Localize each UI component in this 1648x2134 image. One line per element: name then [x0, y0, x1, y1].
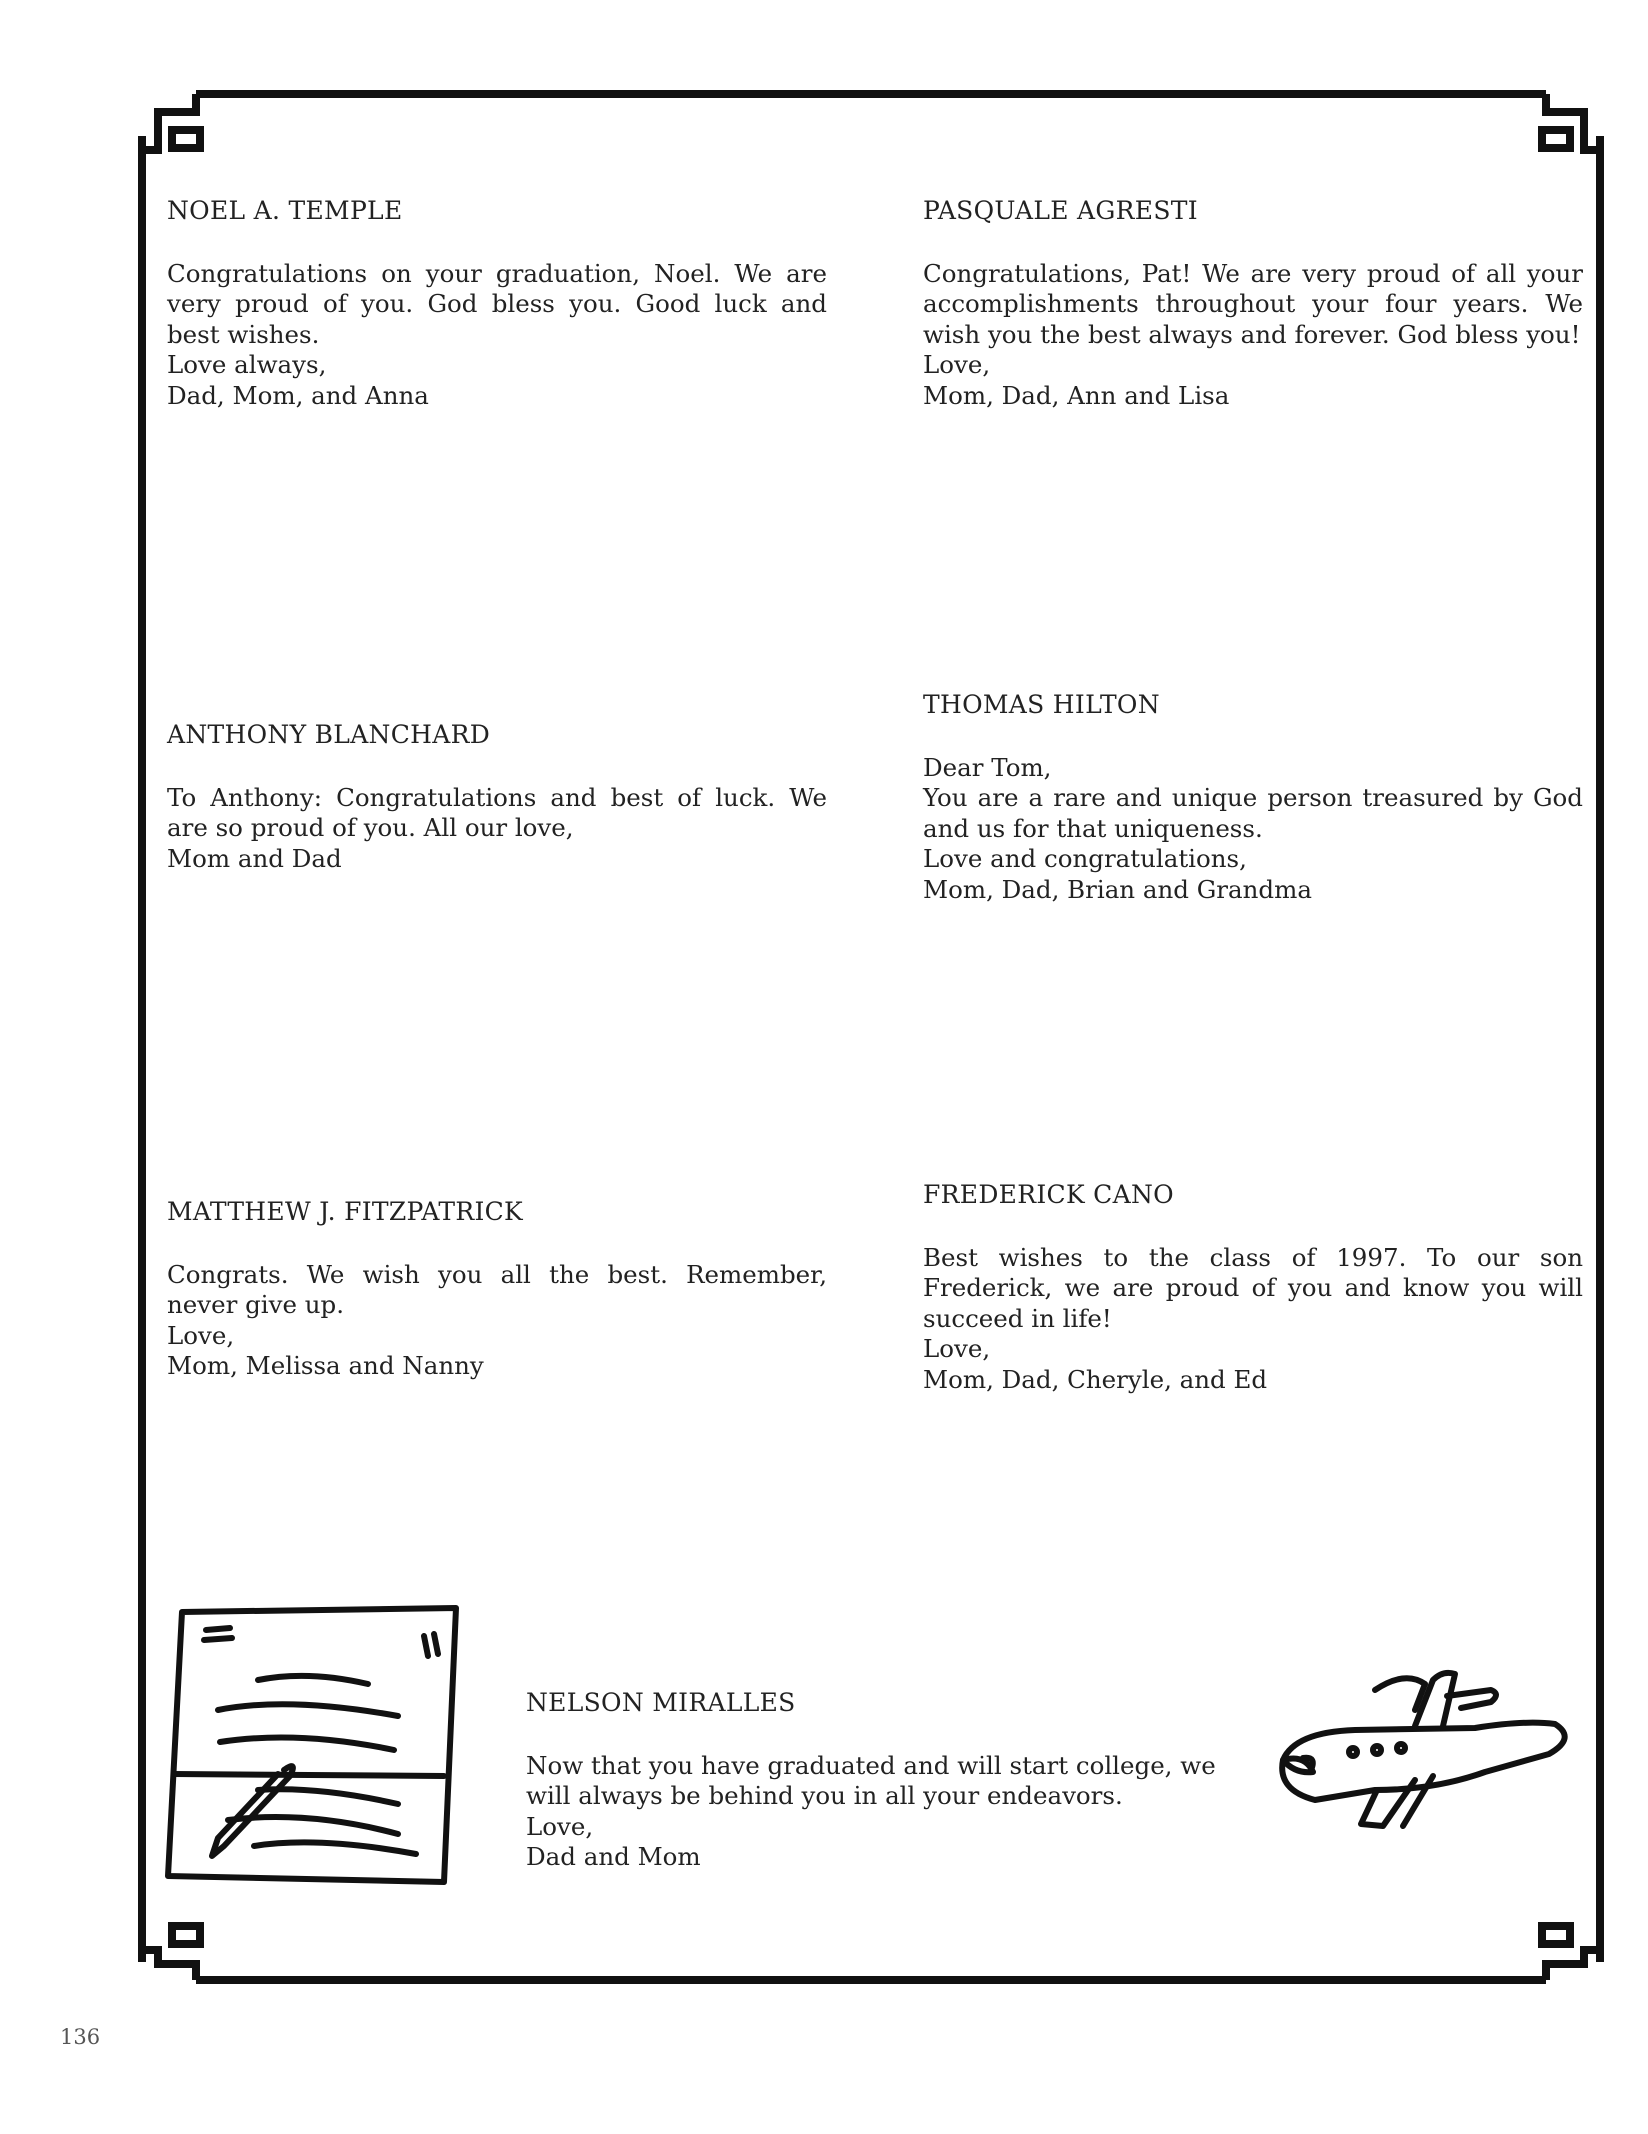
graduate-name: PASQUALE AGRESTI [923, 196, 1198, 225]
page-number: 136 [60, 2025, 101, 2049]
message-body [923, 259, 1583, 412]
message-signature: Mom, Dad, Brian and Grandma [923, 874, 1312, 904]
corner-ornament-bottom-right [1542, 1918, 1600, 1980]
message-entry [167, 720, 827, 874]
message-line: Love, [167, 1320, 235, 1350]
message-body [526, 1751, 1246, 1873]
message-line: Love, [923, 1334, 991, 1363]
message-line: You are a rare and unique person treasured by God and us for that uniqueness. [923, 783, 1583, 843]
message-body [167, 783, 827, 875]
graduate-name: THOMAS HILTON [923, 690, 1160, 719]
message-entry [923, 196, 1583, 411]
message-signature: Mom, Dad, Cheryle, and Ed [923, 1364, 1268, 1394]
graduate-name: NELSON MIRALLES [526, 1688, 796, 1717]
message-line: Congrats. We wish you all the best. Remember, never give up. [167, 1259, 827, 1319]
airplane-drawing-icon [1265, 1650, 1585, 1830]
message-signature: Dad and Mom [526, 1842, 701, 1871]
message-signature: Mom, Melissa and Nanny [167, 1351, 484, 1380]
graduate-name: FREDERICK CANO [923, 1180, 1174, 1209]
message-body [167, 259, 827, 412]
corner-ornament-top-right [1542, 94, 1600, 186]
message-line: Congratulations, Pat! We are very proud of all your accomplishments throughout your four years. We wish you the best always and forever. God bless you! [923, 258, 1583, 349]
message-entry [526, 1688, 1246, 1873]
message-signature: Mom and Dad [167, 843, 342, 873]
message-entry [923, 690, 1583, 905]
corner-ornament-bottom-left [142, 1918, 200, 1980]
message-line: Best wishes to the class of 1997. To our son Frederick, we are proud of you and know you will succeed in life! [923, 1242, 1583, 1333]
message-signature: Dad, Mom, and Anna [167, 380, 429, 410]
message-line: Love and congratulations, [923, 844, 1247, 873]
message-entry [923, 1180, 1583, 1395]
message-line: To Anthony: Congratulations and best of luck. We are so proud of you. All our love, [167, 782, 827, 842]
letter-drawing-icon [158, 1600, 468, 1890]
message-line: Dear Tom, [923, 752, 1052, 782]
message-line: Love, [923, 350, 991, 379]
message-body [923, 753, 1583, 906]
message-line: Now that you have graduated and will start college, we will always be behind you in all your endeavors. [526, 1750, 1216, 1810]
graduate-name: MATTHEW J. FITZPATRICK [167, 1197, 524, 1226]
corner-ornament-top-left [142, 94, 200, 186]
message-entry [167, 196, 827, 411]
message-line: Love always, [167, 350, 327, 379]
graduate-name: ANTHONY BLANCHARD [167, 720, 491, 749]
message-entry [167, 1197, 827, 1382]
message-line: Love, [526, 1811, 594, 1841]
message-body [923, 1243, 1583, 1396]
message-line: Congratulations on your graduation, Noel. We are very proud of you. God bless you. Good luck and best wishes. [167, 258, 827, 349]
message-signature: Mom, Dad, Ann and Lisa [923, 380, 1230, 410]
message-body [167, 1260, 827, 1382]
graduate-name: NOEL A. TEMPLE [167, 196, 403, 225]
